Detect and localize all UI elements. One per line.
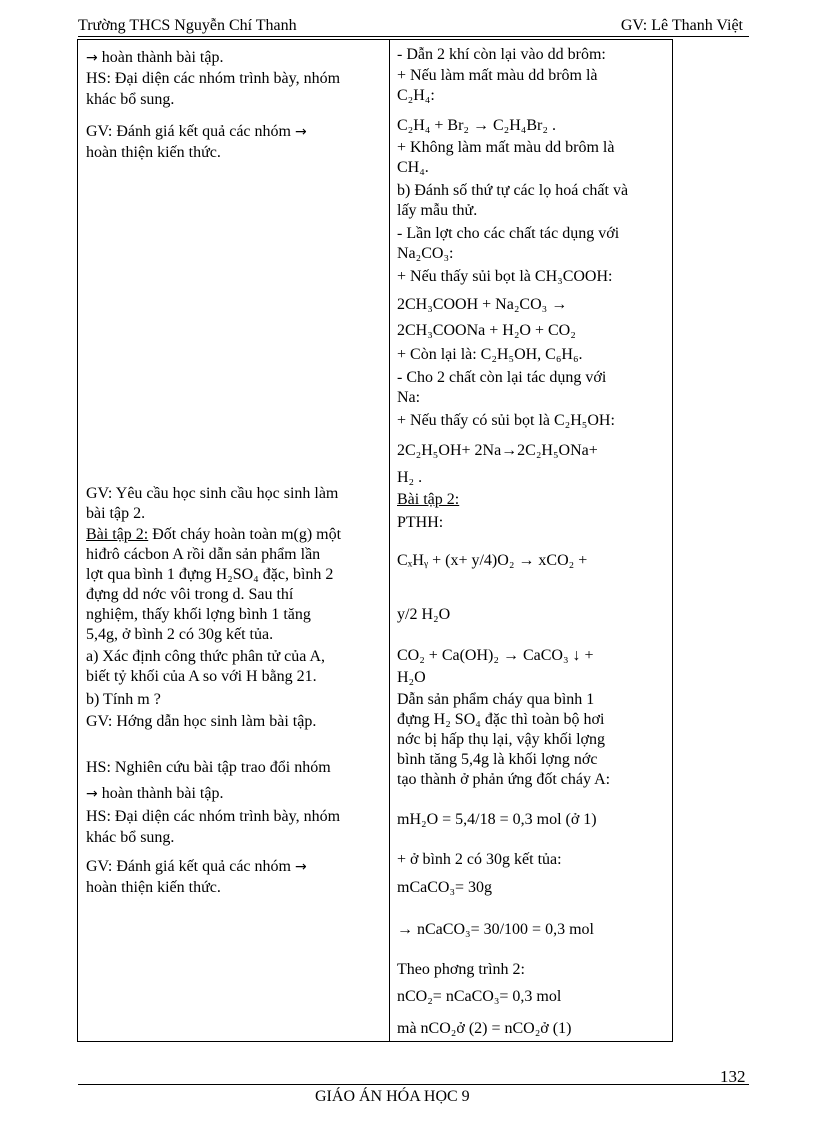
- left-line: đựng dd nớc vôi trong d. Sau thí: [86, 586, 294, 603]
- right-line: y/2 H₂O: [397, 606, 451, 623]
- right-line: - Lần lợt cho các chất tác dụng với: [397, 225, 620, 242]
- left-line: → hoàn thành bài tập.: [86, 785, 224, 802]
- right-line: + Còn lại là: C₂H₅OH, C₆H₆.: [397, 346, 583, 363]
- header-rule: [78, 36, 749, 37]
- right-line: mà nCO₂ở (2) = nCO₂ở (1): [397, 1020, 572, 1037]
- left-line: HS: Đại diện các nhóm trình bày, nhóm: [86, 70, 341, 87]
- left-line: HS: Nghiên cứu bài tập trao đổi nhóm: [86, 759, 331, 776]
- left-line: 5,4g, ở bình 2 có 30g kết tủa.: [86, 626, 274, 643]
- right-line: nớc bị hấp thụ lại, vậy khối lợng: [397, 731, 605, 748]
- right-line: tạo thành ở phản ứng đốt cháy A:: [397, 771, 611, 788]
- right-line: Theo phơng trình 2:: [397, 961, 525, 978]
- page-header: [78, 14, 747, 36]
- right-line: nCO₂= nCaCO₃= 0,3 mol: [397, 988, 562, 1005]
- right-line: bình tăng 5,4g là khối lợng nớc: [397, 751, 598, 768]
- left-line: a) Xác định công thức phân tử của A,: [86, 648, 326, 665]
- left-line: lợt qua bình 1 đựng H₂SO₄ đặc, bình 2: [86, 566, 334, 583]
- right-line: - Cho 2 chất còn lại tác dụng với: [397, 369, 607, 386]
- right-line: + Không làm mất màu dd brôm là: [397, 139, 615, 156]
- right-line: + Nếu làm mất màu dd brôm là: [397, 67, 598, 84]
- right-line: C₂H₄ + Br₂ → C₂H₄Br₂ .: [397, 117, 556, 134]
- left-line: GV: Đánh giá kết quả các nhóm →: [86, 858, 307, 875]
- right-line: lấy mẫu thử.: [397, 202, 478, 219]
- teacher-activity-column: [78, 40, 390, 1042]
- right-line: + ở bình 2 có 30g kết tủa:: [397, 851, 562, 868]
- left-line: hiđrô cácbon A rồi dẫn sản phẩm lần: [86, 546, 321, 563]
- right-line: CH₄.: [397, 159, 429, 176]
- left-line: GV: Hớng dẫn học sinh làm bài tập.: [86, 713, 317, 730]
- right-line: H₂O: [397, 669, 426, 686]
- left-line: hoàn thiện kiến thức.: [86, 879, 221, 896]
- left-line: GV: Yêu cầu học sinh cầu học sinh làm: [86, 485, 339, 502]
- footer-rule: [78, 1084, 749, 1085]
- right-line: C₂H₄:: [397, 87, 435, 104]
- left-line: HS: Đại diện các nhóm trình bày, nhóm: [86, 808, 341, 825]
- right-line: Na:: [397, 389, 421, 406]
- right-line: CO₂ + Ca(OH)₂ → CaCO₃ ↓ +: [397, 647, 594, 664]
- right-line: + Nếu thấy sủi bọt là CH₃COOH:: [397, 268, 613, 285]
- lesson-table: [77, 39, 673, 1042]
- right-line: mH₂O = 5,4/18 = 0,3 mol (ở 1): [397, 811, 597, 828]
- right-line: Na₂CO₃:: [397, 245, 454, 262]
- right-line: Dẫn sản phẩm cháy qua bình 1: [397, 691, 595, 708]
- right-line: b) Đánh số thứ tự các lọ hoá chất và: [397, 182, 629, 199]
- left-line: → hoàn thành bài tập.: [86, 49, 224, 66]
- right-line: Bài tập 2:: [397, 491, 460, 508]
- right-line: + Nếu thấy có sủi bọt là C₂H₅OH:: [397, 412, 615, 429]
- student-activity-column: [390, 40, 673, 1042]
- right-line: 2CH₃COONa + H₂O + CO₂: [397, 322, 576, 339]
- left-line: nghiệm, thấy khối lợng bình 1 tăng: [86, 606, 311, 623]
- left-line: khác bổ sung.: [86, 829, 175, 846]
- left-line: biết tỷ khối của A so với H bằng 21.: [86, 668, 317, 685]
- right-line: H₂ .: [397, 469, 423, 486]
- teacher-name: GV: Lê Thanh Việt: [620, 17, 743, 34]
- right-line: đựng H₂ SO₄ đặc thì toàn bộ hơi: [397, 711, 605, 728]
- school-name: Trường THCS Nguyễn Chí Thanh: [78, 17, 297, 34]
- right-line: → nCaCO₃= 30/100 = 0,3 mol: [397, 921, 594, 938]
- left-line: b) Tính m ?: [86, 691, 161, 708]
- right-line: 2C₂H₅OH+ 2Na→2C₂H₅ONa+: [397, 442, 598, 459]
- left-line: bài tập 2.: [86, 505, 146, 522]
- right-line: CₓHᵧ + (x+ y/4)O₂ → xCO₂ +: [397, 552, 588, 569]
- left-line: Bài tập 2: Đốt cháy hoàn toàn m(g) một: [86, 526, 342, 543]
- left-line: GV: Đánh giá kết quả các nhóm →: [86, 123, 307, 140]
- left-line: khác bổ sung.: [86, 91, 175, 108]
- left-line: hoàn thiện kiến thức.: [86, 144, 221, 161]
- right-line: 2CH₃COOH + Na₂CO₃ →: [397, 296, 568, 313]
- footer-title: GIÁO ÁN HÓA HỌC 9: [315, 1088, 470, 1105]
- right-line: mCaCO₃= 30g: [397, 879, 493, 896]
- right-line: PTHH:: [397, 514, 444, 531]
- page-number: 132: [720, 1067, 746, 1086]
- right-line: - Dẫn 2 khí còn lại vào dd brôm:: [397, 46, 606, 63]
